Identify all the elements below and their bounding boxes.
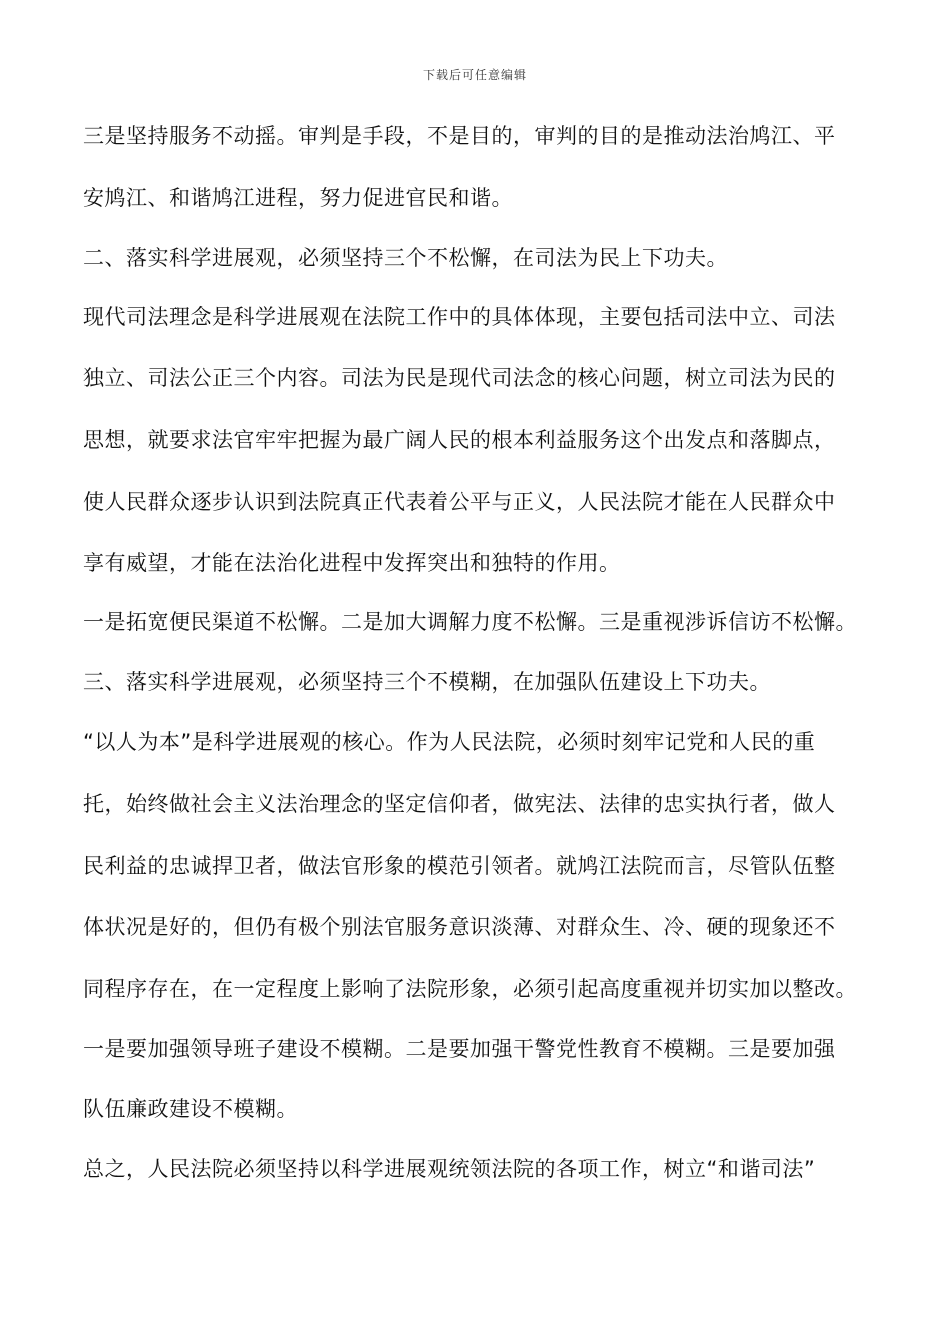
text-line: 队伍廉政建设不模糊。: [83, 1097, 298, 1121]
page-header: 下载后可任意编辑: [422, 68, 527, 82]
text-line: 独立、司法公正三个内容。司法为民是现代司法念的核心问题，树立司法为民的: [83, 366, 836, 390]
text-line: 安鸠江、和谐鸠江进程，努力促进官民和谐。: [83, 186, 513, 210]
text-line: 同程序存在，在一定程度上影响了法院形象，必须引起高度重视并切实加以整改。: [83, 977, 857, 1001]
text-line: 一是要加强领导班子建设不模糊。二是要加强干警党性教育不模糊。三是要加强: [83, 1037, 836, 1061]
text-line: 一是拓宽便民渠道不松懈。二是加大调解力度不松懈。三是重视涉诉信访不松懈。: [83, 610, 857, 634]
text-line: 体状况是好的，但仍有极个别法官服务意识淡薄、对群众生、冷、硬的现象还不: [83, 915, 836, 939]
text-line: 托，始终做社会主义法治理念的坚定信仰者，做宪法、法律的忠实执行者，做人: [83, 792, 836, 816]
text-line: 民利益的忠诚捍卫者，做法官形象的模范引领者。就鸠江法院而言，尽管队伍整: [83, 854, 836, 878]
text-line: 总之，人民法院必须坚持以科学进展观统领法院的各项工作，树立“和谐司法”: [83, 1157, 816, 1181]
text-line: 享有威望，才能在法治化进程中发挥突出和独特的作用。: [83, 551, 621, 575]
text-line: 使人民群众逐步认识到法院真正代表着公平与正义，人民法院才能在人民群众中: [83, 490, 836, 514]
text-line: 现代司法理念是科学进展观在法院工作中的具体体现，主要包括司法中立、司法: [83, 305, 836, 329]
text-line: “以人为本”是科学进展观的核心。作为人民法院，必须时刻牢记党和人民的重: [83, 730, 816, 754]
section-heading: 二、落实科学进展观，必须坚持三个不松懈，在司法为民上下功夫。: [83, 246, 728, 270]
section-heading: 三、落实科学进展观，必须坚持三个不模糊，在加强队伍建设上下功夫。: [83, 670, 771, 694]
text-line: 思想，就要求法官牢牢把握为最广阔人民的根本利益服务这个出发点和落脚点，: [83, 428, 836, 452]
text-line: 三是坚持服务不动摇。审判是手段，不是目的，审判的目的是推动法治鸠江、平: [83, 124, 836, 148]
